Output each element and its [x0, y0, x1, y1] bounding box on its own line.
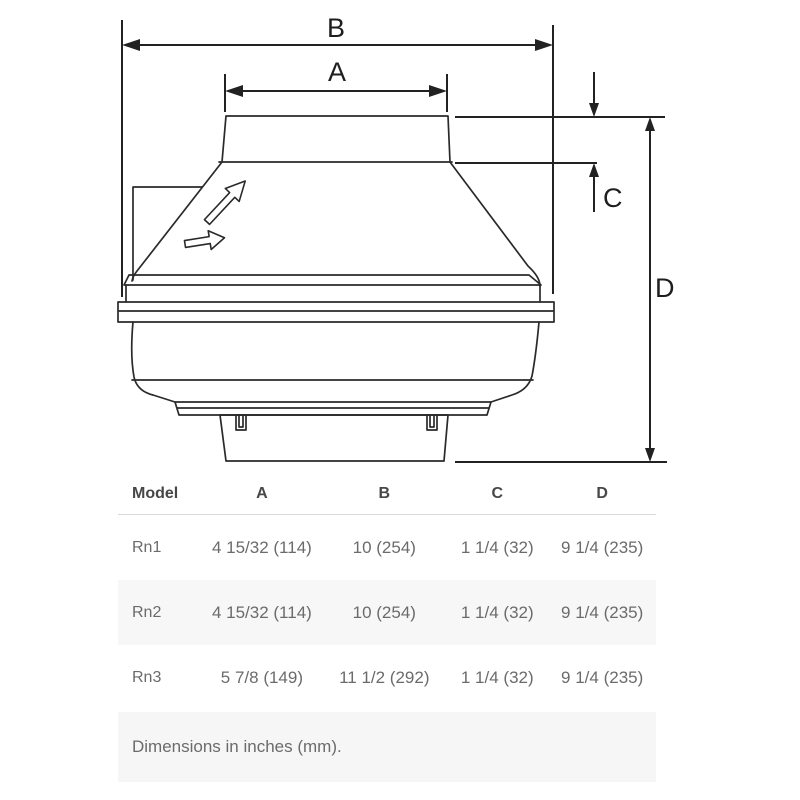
model-name: Rn3	[132, 668, 162, 686]
base-step-rim	[175, 402, 491, 415]
table-footnote	[118, 712, 656, 782]
dimension-arrowheads	[122, 39, 655, 462]
model-name: Rn2	[132, 603, 162, 621]
arrowhead-C-down	[589, 103, 599, 117]
arrowhead-D-bottom	[645, 448, 655, 462]
dim-a-value: 5 7/8 (149)	[220, 667, 304, 687]
clip-right	[427, 415, 437, 430]
dim-c-value: 1 1/4 (32)	[460, 537, 534, 557]
table-row	[118, 515, 656, 580]
column-header-a: A	[256, 485, 268, 502]
outlet-duct	[220, 415, 448, 461]
hood-rim	[124, 275, 541, 302]
inlet-collar	[219, 116, 452, 162]
arrowhead-A-left	[225, 85, 243, 97]
airflow-arrow-horizontal-icon	[184, 228, 226, 253]
column-header-model: Model	[132, 485, 179, 502]
footnote-text: Dimensions in inches (mm).	[132, 737, 342, 756]
table-header-row	[118, 474, 656, 515]
dim-d-value: 9 1/4 (235)	[561, 537, 644, 557]
table-row	[118, 645, 656, 710]
dim-b-value: 11 1/2 (292)	[339, 667, 430, 687]
arrowhead-B-left	[122, 39, 140, 51]
arrowhead-A-right	[429, 85, 447, 97]
clamp-flange	[118, 302, 554, 322]
dim-a-value: 4 15/32 (114)	[211, 602, 312, 622]
body-bowl-left	[132, 322, 175, 402]
dim-label-D: D	[655, 273, 675, 303]
column-header-d: D	[596, 485, 608, 502]
dim-c-value: 1 1/4 (32)	[460, 602, 534, 622]
arrowhead-C-up	[589, 163, 599, 177]
clip-left	[236, 415, 246, 430]
table-row	[118, 580, 656, 645]
dim-a-value: 4 15/32 (114)	[211, 537, 312, 557]
body-bowl-right	[491, 322, 539, 402]
model-name: Rn1	[132, 538, 162, 556]
dim-b-value: 10 (254)	[352, 537, 416, 557]
dim-label-A: A	[327, 57, 347, 87]
dim-d-value: 9 1/4 (235)	[561, 602, 644, 622]
dim-b-value: 10 (254)	[352, 602, 416, 622]
dimensions-table	[118, 474, 656, 782]
column-header-c: C	[491, 485, 504, 502]
airflow-arrow-diagonal-icon	[200, 175, 252, 229]
fan-outline	[118, 116, 554, 461]
arrowhead-D-top	[645, 117, 655, 131]
hood-right-slope	[450, 162, 540, 286]
dim-c-value: 1 1/4 (32)	[460, 667, 534, 687]
column-header-b: B	[378, 485, 391, 502]
dim-d-value: 9 1/4 (235)	[561, 667, 644, 687]
arrowhead-B-right	[535, 39, 553, 51]
dim-label-B: B	[326, 13, 346, 43]
dim-label-C: C	[603, 183, 623, 213]
